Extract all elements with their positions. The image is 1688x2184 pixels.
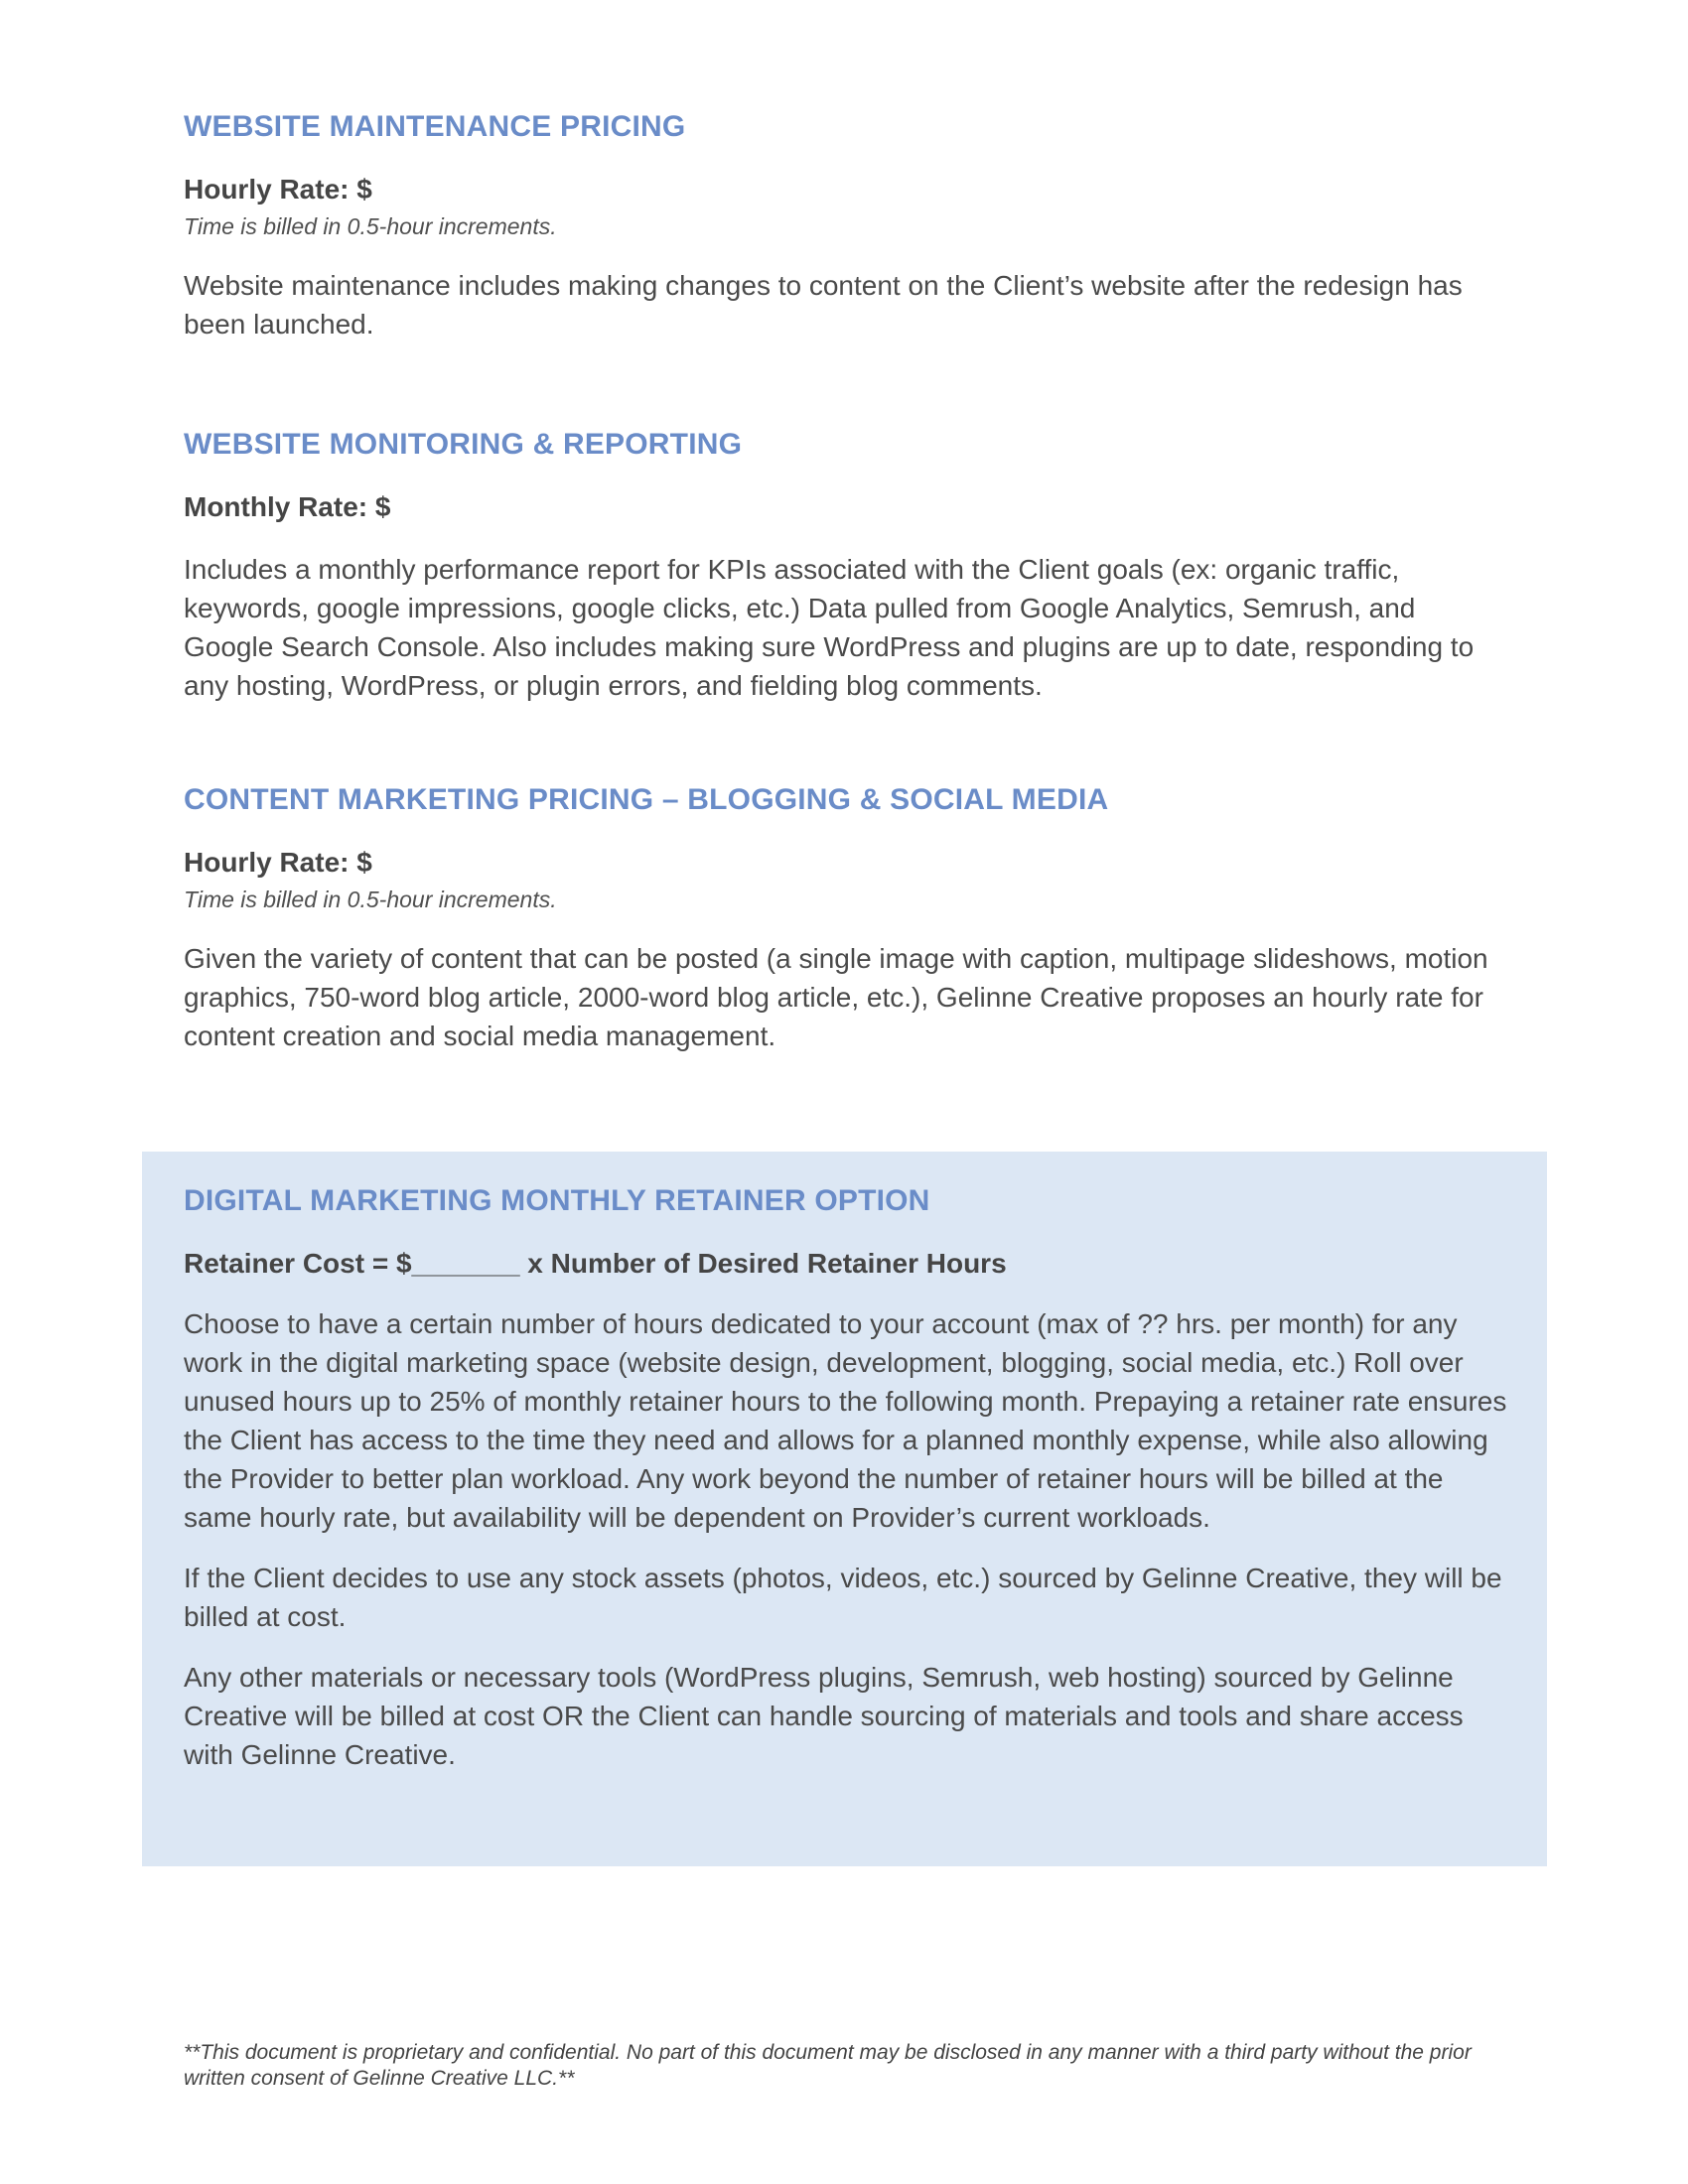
maintenance-rate: Hourly Rate: $ [184, 174, 372, 205]
retainer-heading: DIGITAL MARKETING MONTHLY RETAINER OPTION [184, 1184, 930, 1217]
retainer-box [142, 1152, 1547, 1866]
retainer-section [184, 1181, 1514, 1774]
monitoring-rate: Monthly Rate: $ [184, 491, 391, 522]
retainer-paragraph-2: If the Client decides to use any stock assets (photos, videos, etc.) sourced by Gelinne Creative, they will be billed at cost. [184, 1563, 1502, 1632]
confidentiality-footer: **This document is proprietary and confidential. No part of this document may be disclosed in any manner with a third party without the prior written consent of Gelinne Creative LLC.** [184, 2041, 1472, 2090]
content-marketing-heading: CONTENT MARKETING PRICING – BLOGGING & SOCIAL MEDIA [184, 783, 1109, 816]
monitoring-heading: WEBSITE MONITORING & REPORTING [184, 428, 743, 461]
retainer-paragraph-1: Choose to have a certain number of hours dedicated to your account (max of ?? hrs. per month) for any work in the digital marketing space (website design, development, blogging, social media, etc.) Roll over unused hours up to 25% of monthly retainer hours to the following month. Prepaying a retainer rate ensures the Client has access to the time they need and allows for a planned monthly expense, while also allowing the Provider to better plan workload. Any work beyond the number of retainer hours will be billed at the same hourly rate, but availability will be dependent on Provider’s current workloads. [184, 1308, 1507, 1533]
monitoring-section [184, 425, 1504, 705]
content-marketing-rate: Hourly Rate: $ [184, 847, 372, 878]
content-marketing-section [184, 780, 1504, 1055]
maintenance-note: Time is billed in 0.5-hour increments. [184, 213, 557, 239]
content-marketing-note: Time is billed in 0.5-hour increments. [184, 887, 557, 912]
maintenance-heading: WEBSITE MAINTENANCE PRICING [184, 110, 686, 143]
retainer-formula: Retainer Cost = $_______ x Number of Desired Retainer Hours [184, 1248, 1007, 1279]
retainer-paragraph-3: Any other materials or necessary tools (WordPress plugins, Semrush, web hosting) sourced by Gelinne Creative will be billed at cost OR the Client can handle sourcing of materials and tools and share access with Gelinne Creative. [184, 1662, 1464, 1770]
content-marketing-description: Given the variety of content that can be posted (a single image with caption, multipage slideshows, motion graphics, 750-word blog article, 2000-word blog article, etc.), Gelinne Creative proposes an hourly rate for content creation and social media management. [184, 943, 1488, 1051]
monitoring-description: Includes a monthly performance report for KPIs associated with the Client goals (ex: organic traffic, keywords, google impressions, google clicks, etc.) Data pulled from Google Analytics, Semrush, and Google Search Console. Also includes making sure WordPress and plugins are up to date, responding to any hosting, WordPress, or plugin errors, and fielding blog comments. [184, 554, 1475, 701]
maintenance-section [184, 107, 1504, 343]
maintenance-description: Website maintenance includes making changes to content on the Client’s website after the redesign has been launched. [184, 270, 1463, 340]
